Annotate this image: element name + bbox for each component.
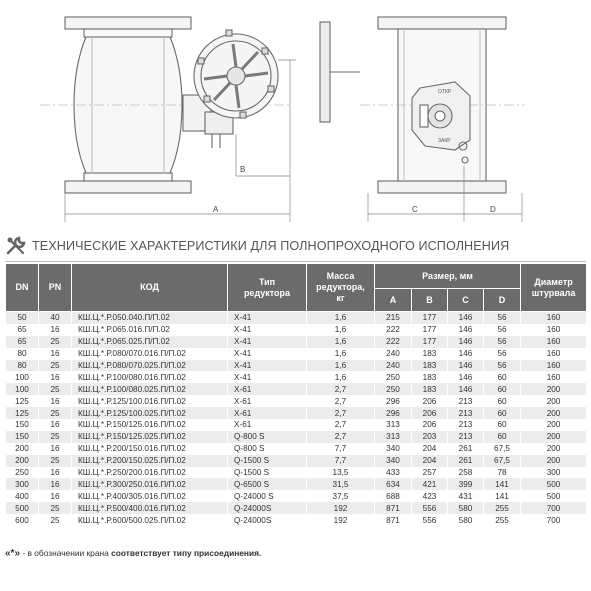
col-header-wheel-diameter [521, 264, 587, 312]
cell-size-b: 206 [412, 419, 448, 431]
cell-reducer-mass: 13,5 [307, 467, 375, 479]
cell-size-b: 204 [412, 443, 448, 455]
cell-dn: 200 [6, 455, 39, 467]
table-row [6, 478, 587, 490]
col-header-reducer-mass [307, 264, 375, 312]
cell-pn: 40 [39, 312, 72, 324]
table-row [6, 455, 587, 467]
valve-technical-drawing [0, 0, 591, 228]
cell-reducer-type: Q-800 S [228, 431, 307, 443]
cell-size-b: 423 [412, 490, 448, 502]
cell-wheel-diameter: 160 [521, 348, 587, 360]
cell-reducer-mass: 1,6 [307, 312, 375, 324]
cell-reducer-type: Х-41 [228, 312, 307, 324]
cell-size-b: 203 [412, 431, 448, 443]
cell-reducer-mass: 1,6 [307, 348, 375, 360]
cell-pn: 16 [39, 348, 72, 360]
cell-size-b: 183 [412, 360, 448, 372]
table-row [6, 371, 587, 383]
cell-pn: 16 [39, 371, 72, 383]
cell-size-b: 177 [412, 336, 448, 348]
cell-pn: 16 [39, 443, 72, 455]
footnote-text: - в обозначении крана [20, 548, 112, 558]
cell-reducer-type: Q-24000S [228, 502, 307, 514]
cell-wheel-diameter: 200 [521, 431, 587, 443]
valve-side-view [320, 17, 525, 193]
cell-size-a: 250 [375, 383, 412, 395]
cell-dn: 65 [6, 336, 39, 348]
cell-size-b: 183 [412, 348, 448, 360]
cell-code: КШ.Ц.*.Р.125/100.016.П/П.02 [72, 395, 228, 407]
cell-reducer-mass: 192 [307, 502, 375, 514]
cell-size-a: 313 [375, 431, 412, 443]
cell-pn: 25 [39, 502, 72, 514]
cell-pn: 25 [39, 336, 72, 348]
cell-reducer-mass: 2,7 [307, 419, 375, 431]
cell-reducer-type: Х-41 [228, 360, 307, 372]
col-header-b: B [412, 289, 448, 312]
cell-reducer-type: Х-41 [228, 371, 307, 383]
cell-code: КШ.Ц.*.Р.600/500.025.П/П.02 [72, 514, 228, 526]
cell-reducer-type: Q-1500 S [228, 467, 307, 479]
cell-reducer-type: Q-24000S [228, 514, 307, 526]
handwheel-face [194, 30, 278, 118]
table-row [6, 502, 587, 514]
cell-dn: 80 [6, 360, 39, 372]
cell-wheel-diameter: 300 [521, 467, 587, 479]
cell-code: КШ.Ц.*.Р.125/100.025.П/П.02 [72, 407, 228, 419]
cell-size-d: 255 [484, 514, 521, 526]
cell-code: КШ.Ц.*.Р.250/200.016.П/П.02 [72, 467, 228, 479]
cell-pn: 25 [39, 514, 72, 526]
table-row [6, 348, 587, 360]
cell-pn: 16 [39, 419, 72, 431]
cell-size-a: 250 [375, 371, 412, 383]
cell-size-d: 78 [484, 467, 521, 479]
cell-size-d: 60 [484, 371, 521, 383]
col-header-code: КОД [72, 264, 228, 312]
cell-size-d: 60 [484, 431, 521, 443]
cell-dn: 600 [6, 514, 39, 526]
col-header-dn: DN [6, 264, 39, 312]
cell-wheel-diameter: 200 [521, 395, 587, 407]
cell-code: КШ.Ц.*.Р.080/070.016.П/П.02 [72, 348, 228, 360]
cell-wheel-diameter: 160 [521, 371, 587, 383]
cell-size-a: 433 [375, 467, 412, 479]
cell-size-a: 340 [375, 443, 412, 455]
cell-size-b: 206 [412, 395, 448, 407]
cell-size-d: 141 [484, 490, 521, 502]
cell-size-c: 399 [448, 478, 484, 490]
col-header-a: A [375, 289, 412, 312]
col-header-reducer-type [228, 264, 307, 312]
cell-size-d: 56 [484, 348, 521, 360]
cell-pn: 16 [39, 395, 72, 407]
cell-pn: 25 [39, 455, 72, 467]
cell-dn: 500 [6, 502, 39, 514]
cell-size-c: 146 [448, 360, 484, 372]
table-row [6, 443, 587, 455]
cell-size-c: 261 [448, 455, 484, 467]
cell-size-b: 556 [412, 502, 448, 514]
cell-code: КШ.Ц.*.Р.200/150.016.П/П.02 [72, 443, 228, 455]
cell-code: КШ.Ц.*.Р.080/070.025.П/П.02 [72, 360, 228, 372]
table-row [6, 419, 587, 431]
cell-size-b: 204 [412, 455, 448, 467]
cell-pn: 25 [39, 360, 72, 372]
table-row [6, 490, 587, 502]
cell-size-a: 296 [375, 407, 412, 419]
cell-reducer-type: Х-41 [228, 336, 307, 348]
table-row [6, 324, 587, 336]
cell-dn: 125 [6, 407, 39, 419]
wheel-header-line2: штурвала [531, 287, 576, 298]
wrench-icon [5, 235, 27, 257]
cell-size-a: 871 [375, 514, 412, 526]
cell-code: КШ.Ц.*.Р.150/125.016.П/П.02 [72, 419, 228, 431]
cell-size-c: 146 [448, 348, 484, 360]
cell-reducer-mass: 192 [307, 514, 375, 526]
cell-code: КШ.Ц.*.Р.050.040.П/П.02 [72, 312, 228, 324]
cell-size-d: 56 [484, 312, 521, 324]
cell-reducer-type: Q-800 S [228, 443, 307, 455]
cell-size-d: 56 [484, 360, 521, 372]
cell-pn: 25 [39, 431, 72, 443]
cell-size-c: 261 [448, 443, 484, 455]
cell-pn: 25 [39, 407, 72, 419]
cell-size-a: 222 [375, 324, 412, 336]
cell-size-b: 556 [412, 514, 448, 526]
cell-size-b: 183 [412, 383, 448, 395]
cell-code: КШ.Ц.*.Р.065.016.П/П.02 [72, 324, 228, 336]
cell-size-c: 580 [448, 502, 484, 514]
cell-size-c: 580 [448, 514, 484, 526]
cell-size-b: 183 [412, 371, 448, 383]
cell-code: КШ.Ц.*.Р.065.025.П/П.02 [72, 336, 228, 348]
cell-size-b: 257 [412, 467, 448, 479]
footnote-mark: «*» [5, 548, 21, 559]
cell-size-c: 146 [448, 371, 484, 383]
section-title: ТЕХНИЧЕСКИЕ ХАРАКТЕРИСТИКИ ДЛЯ ПОЛНОПРОХОДНОГО ИСПОЛНЕНИЯ [32, 239, 510, 253]
cell-dn: 100 [6, 371, 39, 383]
footnote-bold-text: соответствует типу присоединения. [111, 548, 262, 558]
cell-size-a: 240 [375, 360, 412, 372]
cell-size-d: 141 [484, 478, 521, 490]
cell-size-b: 177 [412, 312, 448, 324]
cell-size-c: 213 [448, 395, 484, 407]
cell-size-d: 67,5 [484, 443, 521, 455]
footnote [5, 548, 261, 559]
cell-dn: 400 [6, 490, 39, 502]
table-row [6, 431, 587, 443]
cell-size-d: 56 [484, 336, 521, 348]
mass-header-line3: кг [336, 293, 345, 303]
reducer-header-line2: редуктора [243, 287, 291, 298]
cell-size-c: 146 [448, 312, 484, 324]
cell-size-c: 146 [448, 324, 484, 336]
dim-label-c: C [412, 205, 418, 214]
cell-reducer-mass: 1,6 [307, 336, 375, 348]
cell-pn: 16 [39, 478, 72, 490]
table-body [6, 312, 587, 527]
cell-size-d: 60 [484, 407, 521, 419]
cell-size-a: 222 [375, 336, 412, 348]
cell-reducer-mass: 1,6 [307, 371, 375, 383]
cell-size-c: 431 [448, 490, 484, 502]
table-row [6, 312, 587, 324]
cell-pn: 16 [39, 490, 72, 502]
cell-dn: 250 [6, 467, 39, 479]
table-row [6, 383, 587, 395]
cell-reducer-mass: 1,6 [307, 360, 375, 372]
cell-reducer-mass: 7,7 [307, 455, 375, 467]
cell-size-b: 177 [412, 324, 448, 336]
cell-reducer-type: Х-61 [228, 419, 307, 431]
cell-code: КШ.Ц.*.Р.300/250.016.П/П.02 [72, 478, 228, 490]
heading-divider [5, 261, 586, 262]
cell-code: КШ.Ц.*.Р.150/125.025.П/П.02 [72, 431, 228, 443]
dim-label-b: B [240, 165, 246, 174]
cell-wheel-diameter: 700 [521, 502, 587, 514]
cell-dn: 50 [6, 312, 39, 324]
cell-size-d: 255 [484, 502, 521, 514]
cell-size-d: 60 [484, 383, 521, 395]
table-row [6, 467, 587, 479]
cell-wheel-diameter: 160 [521, 312, 587, 324]
mass-header-line1: Масса [326, 271, 355, 281]
table-row [6, 514, 587, 526]
cell-code: КШ.Ц.*.Р.200/150.025.П/П.02 [72, 455, 228, 467]
section-heading [5, 233, 586, 259]
handwheel-open-label: ОТКР [438, 89, 452, 95]
cell-wheel-diameter: 200 [521, 407, 587, 419]
cell-size-a: 340 [375, 455, 412, 467]
cell-code: КШ.Ц.*.Р.500/400.016.П/П.02 [72, 502, 228, 514]
cell-reducer-type: Q-1500 S [228, 455, 307, 467]
cell-reducer-mass: 1,6 [307, 324, 375, 336]
cell-dn: 200 [6, 443, 39, 455]
cell-pn: 25 [39, 383, 72, 395]
cell-size-d: 60 [484, 395, 521, 407]
dim-label-d: D [490, 205, 496, 214]
cell-dn: 150 [6, 431, 39, 443]
cell-size-a: 215 [375, 312, 412, 324]
reducer-header-line1: Тип [258, 276, 276, 287]
wheel-header-line1: Диаметр [534, 276, 573, 287]
table-row [6, 395, 587, 407]
cell-size-c: 213 [448, 419, 484, 431]
cell-dn: 65 [6, 324, 39, 336]
cell-size-c: 213 [448, 407, 484, 419]
cell-size-a: 296 [375, 395, 412, 407]
cell-reducer-type: Х-41 [228, 324, 307, 336]
cell-code: КШ.Ц.*.Р.100/080.016.П/П.02 [72, 371, 228, 383]
cell-pn: 16 [39, 324, 72, 336]
cell-wheel-diameter: 160 [521, 360, 587, 372]
cell-size-a: 240 [375, 348, 412, 360]
mass-header-line2: редуктора, [316, 282, 365, 292]
cell-reducer-type: Q-24000 S [228, 490, 307, 502]
cell-size-a: 634 [375, 478, 412, 490]
cell-wheel-diameter: 200 [521, 383, 587, 395]
cell-reducer-type: Х-61 [228, 395, 307, 407]
cell-size-c: 213 [448, 431, 484, 443]
table-row [6, 336, 587, 348]
cell-wheel-diameter: 200 [521, 419, 587, 431]
cell-size-c: 146 [448, 383, 484, 395]
cell-reducer-type: Х-41 [228, 348, 307, 360]
col-header-d: D [484, 289, 521, 312]
col-header-pn: PN [39, 264, 72, 312]
cell-size-b: 206 [412, 407, 448, 419]
cell-wheel-diameter: 160 [521, 324, 587, 336]
handwheel-close-label: ЗАКР [438, 138, 451, 144]
cell-reducer-mass: 2,7 [307, 395, 375, 407]
col-header-c: C [448, 289, 484, 312]
cell-size-a: 313 [375, 419, 412, 431]
cell-size-b: 421 [412, 478, 448, 490]
cell-size-d: 67,5 [484, 455, 521, 467]
cell-size-c: 146 [448, 336, 484, 348]
specifications-table [5, 263, 587, 526]
col-header-size: Размер, мм [375, 264, 521, 289]
cell-reducer-type: Х-61 [228, 383, 307, 395]
cell-reducer-mass: 7,7 [307, 443, 375, 455]
cell-reducer-type: Q-6500 S [228, 478, 307, 490]
cell-reducer-mass: 37,5 [307, 490, 375, 502]
cell-pn: 16 [39, 467, 72, 479]
cell-dn: 150 [6, 419, 39, 431]
cell-code: КШ.Ц.*.Р.400/305.016.П/П.02 [72, 490, 228, 502]
cell-wheel-diameter: 500 [521, 478, 587, 490]
cell-dn: 300 [6, 478, 39, 490]
cell-reducer-mass: 31,5 [307, 478, 375, 490]
cell-wheel-diameter: 200 [521, 455, 587, 467]
cell-dn: 80 [6, 348, 39, 360]
table-row [6, 360, 587, 372]
cell-dn: 100 [6, 383, 39, 395]
cell-size-a: 688 [375, 490, 412, 502]
cell-wheel-diameter: 200 [521, 443, 587, 455]
cell-size-d: 56 [484, 324, 521, 336]
cell-reducer-mass: 2,7 [307, 431, 375, 443]
cell-reducer-type: Х-61 [228, 407, 307, 419]
dim-label-a: A [213, 205, 219, 214]
cell-size-c: 258 [448, 467, 484, 479]
table-row [6, 407, 587, 419]
cell-reducer-mass: 2,7 [307, 383, 375, 395]
cell-size-d: 60 [484, 419, 521, 431]
cell-wheel-diameter: 160 [521, 336, 587, 348]
cell-wheel-diameter: 700 [521, 514, 587, 526]
cell-dn: 125 [6, 395, 39, 407]
cell-reducer-mass: 2,7 [307, 407, 375, 419]
cell-wheel-diameter: 500 [521, 490, 587, 502]
cell-size-a: 871 [375, 502, 412, 514]
cell-code: КШ.Ц.*.Р.100/080.025.П/П.02 [72, 383, 228, 395]
